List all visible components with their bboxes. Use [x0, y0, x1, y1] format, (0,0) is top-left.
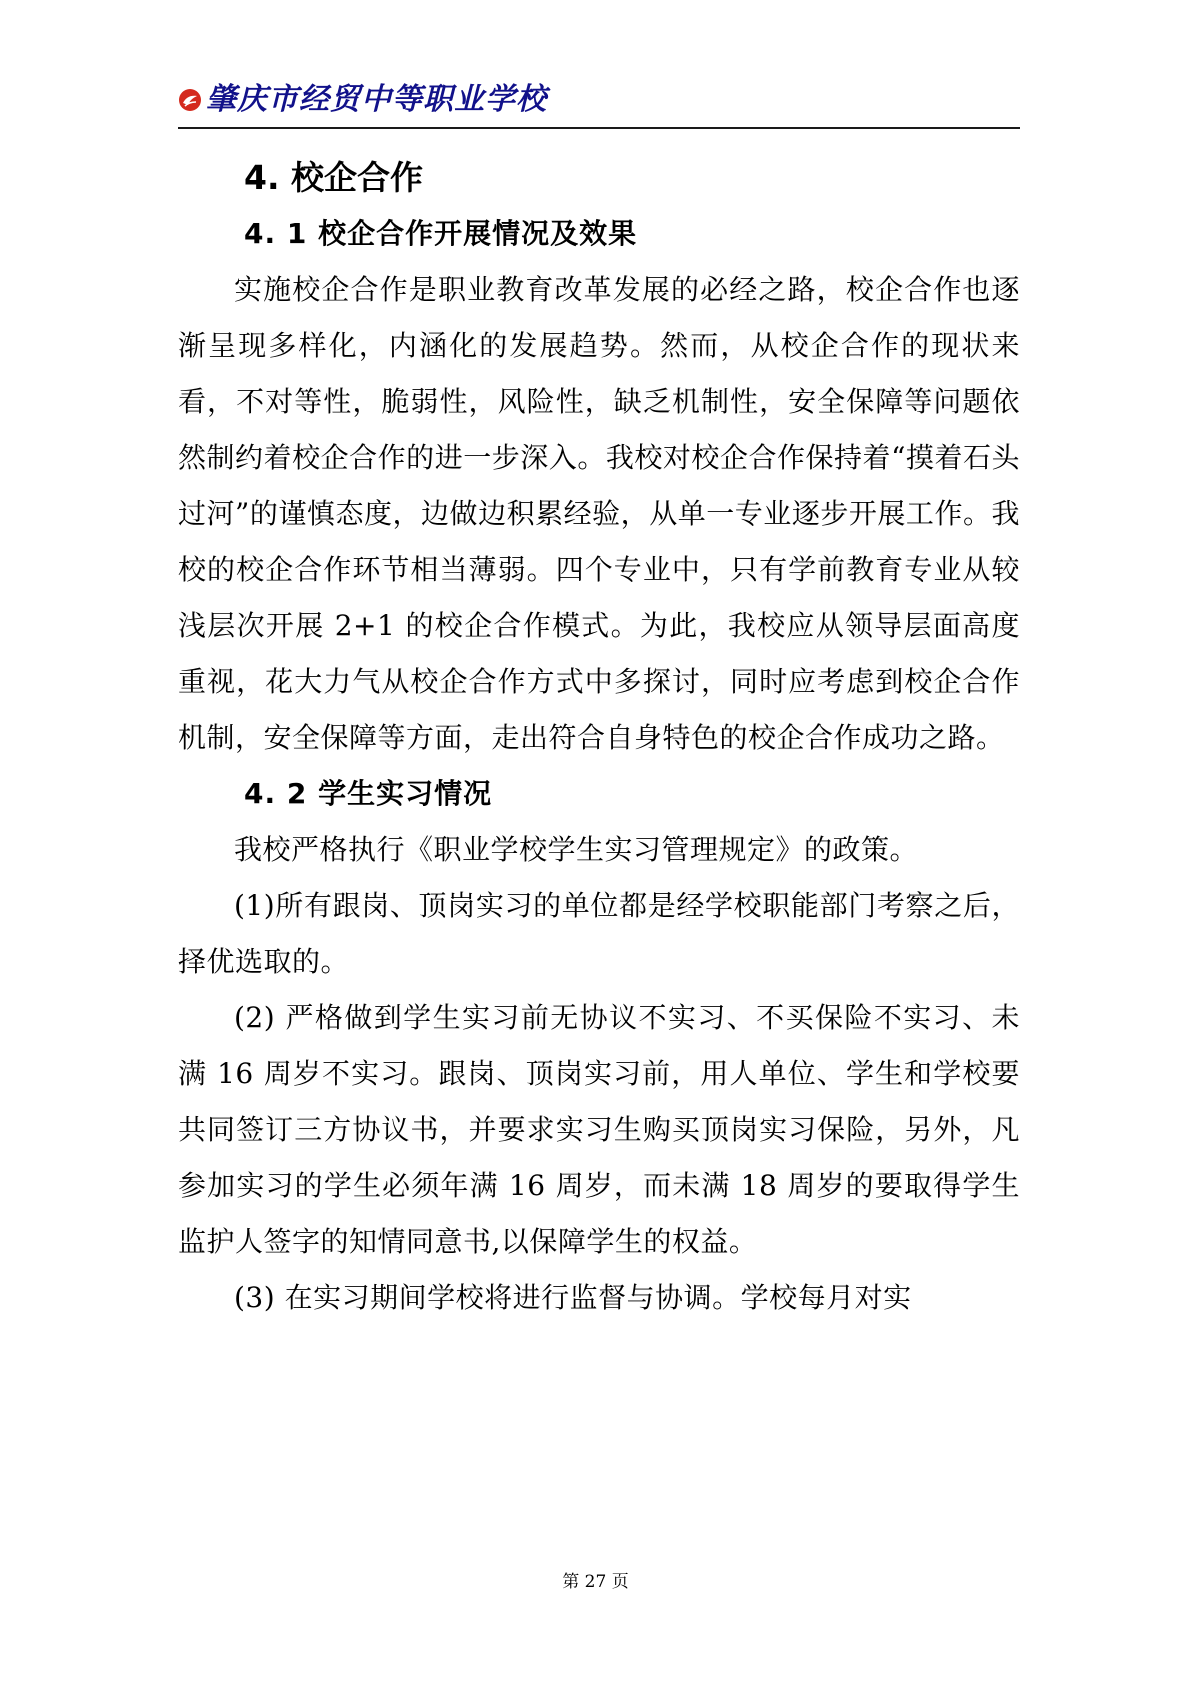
subsection-2-paragraph-1: 我校严格执行《职业学校学生实习管理规定》的政策。 — [234, 833, 919, 866]
page-content — [178, 150, 1020, 1326]
page-header — [178, 82, 1020, 122]
subsection-1-title: 4. 1 校企合作开展情况及效果 — [244, 217, 638, 250]
subsection-2-paragraph-4: (3) 在实习期间学校将进行监督与协调。学校每月对实 — [234, 1281, 912, 1314]
subsection-2-paragraph-2: (1)所有跟岗、顶岗实习的单位都是经学校职能部门考察之后，择优选取的。 — [178, 889, 1020, 978]
page-number: 第 27 页 — [562, 1572, 629, 1592]
header-divider — [178, 127, 1020, 129]
school-name: 肇庆市经贸中等职业学校 — [206, 82, 547, 117]
subsection-1-paragraph: 实施校企合作是职业教育改革发展的必经之路，校企合作也逐渐呈现多样化，内涵化的发展趋势。然而，从校企合作的现状来看，不对等性，脆弱性，风险性，缺乏机制性，安全保障等问题依然制约着校企合作的进一步深入。我校对校企合作保持着“摸着石头过河”的谨慎态度，边做边积累经验，从单一专业逐步开展工作。我校的校企合作环节相当薄弱。四个专业中，只有学前教育专业从较浅层次开展 2+1 的校企合作模式。为此，我校应从领导层面高度重视，花大力气从校企合作方式中多探讨，同时应考虑到校企合作机制，安全保障等方面，走出符合自身特色的校企合作成功之路。 — [178, 273, 1020, 754]
section-title: 4. 校企合作 — [244, 158, 423, 197]
subsection-2-paragraph-3: (2) 严格做到学生实习前无协议不实习、不买保险不实习、未满 16 周岁不实习。跟岗、顶岗实习前，用人单位、学生和学校要共同签订三方协议书，并要求实习生购买顶岗实习保险，另外，凡参加实习的学生必须年满 16 周岁，而未满 18 周岁的要取得学生监护人签字的知情同意书,以保障学生的权益。 — [178, 1001, 1020, 1258]
school-emblem-icon — [178, 88, 202, 112]
subsection-2-title: 4. 2 学生实习情况 — [244, 777, 493, 810]
